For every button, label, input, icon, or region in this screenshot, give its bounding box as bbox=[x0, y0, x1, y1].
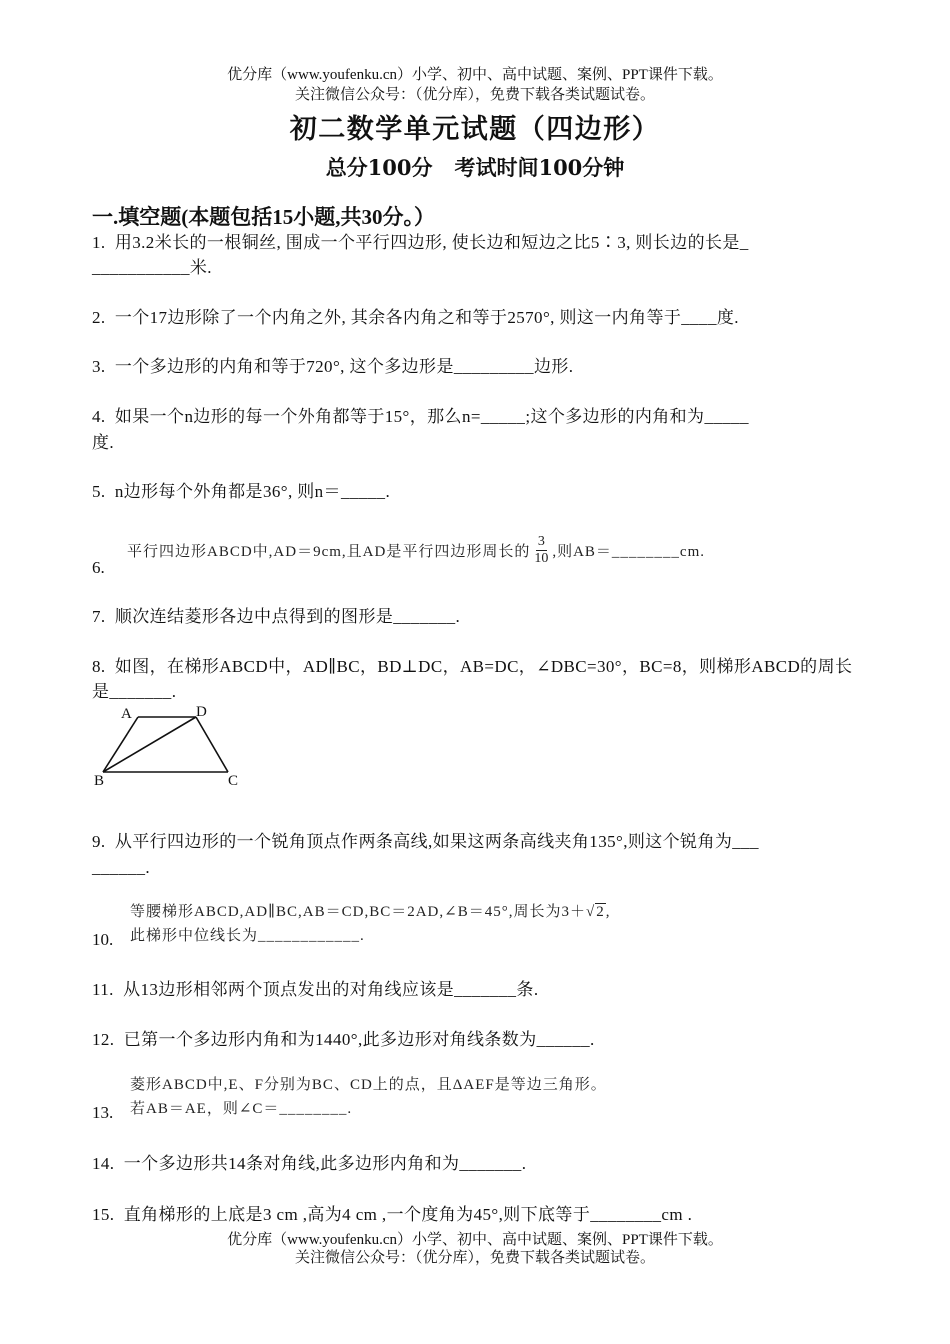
question-6-fraction bbox=[532, 534, 550, 567]
page-title: 初二数学单元试题（四边形） bbox=[289, 114, 661, 145]
question-10-text-after: , bbox=[605, 904, 611, 920]
fraction-denominator: 10 bbox=[534, 550, 549, 566]
question-8-line-1: 8. 如图，在梯形ABCD中，AD∥BC，BD⊥DC，AB=DC，∠DBC=30°，BC=8，则梯形ABCD的周长 bbox=[92, 657, 853, 676]
footer-line-1: 优分库（www.youfenku.cn）小学、初中、高中试题、案例、PPT课件下载。 bbox=[227, 1232, 723, 1248]
question-6-text-after: ,则AB＝________cm. bbox=[552, 543, 706, 560]
sqrt-radicand: 2 bbox=[596, 904, 605, 920]
question-8-line-2: 是_______. bbox=[92, 682, 177, 701]
side-ab bbox=[103, 717, 138, 772]
vertex-label-c: C bbox=[228, 773, 239, 789]
question-6-formula bbox=[127, 532, 705, 568]
question-6-number: 6. bbox=[92, 558, 105, 577]
question-9-line-2: ______. bbox=[92, 858, 151, 877]
header-line-1: 优分库（www.youfenku.cn）小学、初中、高中试题、案例、PPT课件下载。 bbox=[227, 67, 723, 83]
question-13-formula-line-1: 菱形ABCD中,E、F分别为BC、CD上的点，且ΔAEF是等边三角形。 bbox=[130, 1077, 607, 1093]
question-10-formula-line-2: 此梯形中位线长为____________. bbox=[130, 928, 365, 944]
section-heading: 一.填空题(本题包括15小题,共30分。） bbox=[92, 205, 435, 229]
question-11: 11. 从13边形相邻两个顶点发出的对角线应该是_______条. bbox=[92, 980, 539, 999]
page-subtitle: 总分100分 考试时间100分钟 bbox=[325, 155, 625, 180]
question-13-formula-line-2: 若AB＝AE，则∠C＝________. bbox=[130, 1101, 353, 1117]
footer-line-2: 关注微信公众号：（优分库），免费下载各类试题试卷。 bbox=[294, 1250, 655, 1266]
trapezoid-figure bbox=[90, 700, 250, 792]
question-14: 14. 一个多边形共14条对角线,此多边形内角和为_______. bbox=[92, 1154, 527, 1173]
question-3: 3. 一个多边形的内角和等于720°, 这个多边形是_________边形. bbox=[92, 357, 574, 376]
question-7: 7. 顺次连结菱形各边中点得到的图形是_______. bbox=[92, 607, 461, 626]
vertex-label-d: D bbox=[196, 704, 207, 720]
vertex-label-a: A bbox=[121, 706, 132, 722]
question-13-number: 13. bbox=[92, 1103, 114, 1122]
question-12: 12. 已第一个多边形内角和为1440°,此多边形对角线条数为______. bbox=[92, 1030, 595, 1049]
question-1-line-1: 1. 用3.2米长的一根铜丝, 围成一个平行四边形, 使长边和短边之比5∶3, 则长边的长是_ bbox=[92, 233, 749, 252]
diagonal-bd bbox=[103, 717, 196, 772]
question-4-line-2: 度. bbox=[92, 433, 115, 452]
question-1-line-2: ___________米. bbox=[92, 258, 212, 277]
fraction-numerator: 3 bbox=[537, 533, 545, 549]
question-10-number: 10. bbox=[92, 930, 114, 949]
question-5: 5. n边形每个外角都是36°, 则n＝_____. bbox=[92, 482, 391, 501]
question-4-line-1: 4. 如果一个n边形的每一个外角都等于15°，那么n=_____;这个多边形的内角和为_____ bbox=[92, 407, 749, 426]
question-10-formula-line-1 bbox=[130, 902, 610, 922]
question-6-text-before: 平行四边形ABCD中,AD＝9cm,且AD是平行四边形周长的 bbox=[127, 543, 531, 560]
question-9-line-1: 9. 从平行四边形的一个锐角顶点作两条高线,如果这两条高线夹角135°,则这个锐角为___ bbox=[92, 832, 759, 851]
header-line-2: 关注微信公众号：（优分库），免费下载各类试题试卷。 bbox=[294, 87, 655, 103]
question-10-text-before: 等腰梯形ABCD,AD∥BC,AB＝CD,BC＝2AD,∠B＝45°,周长为3＋√ bbox=[130, 904, 596, 920]
question-2: 2. 一个17边形除了一个内角之外, 其余各内角之和等于2570°, 则这一内角等于____度. bbox=[92, 308, 739, 327]
question-15: 15. 直角梯形的上底是3 cm ,高为4 cm ,一个度角为45°,则下底等于________cm . bbox=[92, 1205, 693, 1224]
side-dc bbox=[196, 717, 228, 772]
vertex-label-b: B bbox=[94, 773, 105, 789]
